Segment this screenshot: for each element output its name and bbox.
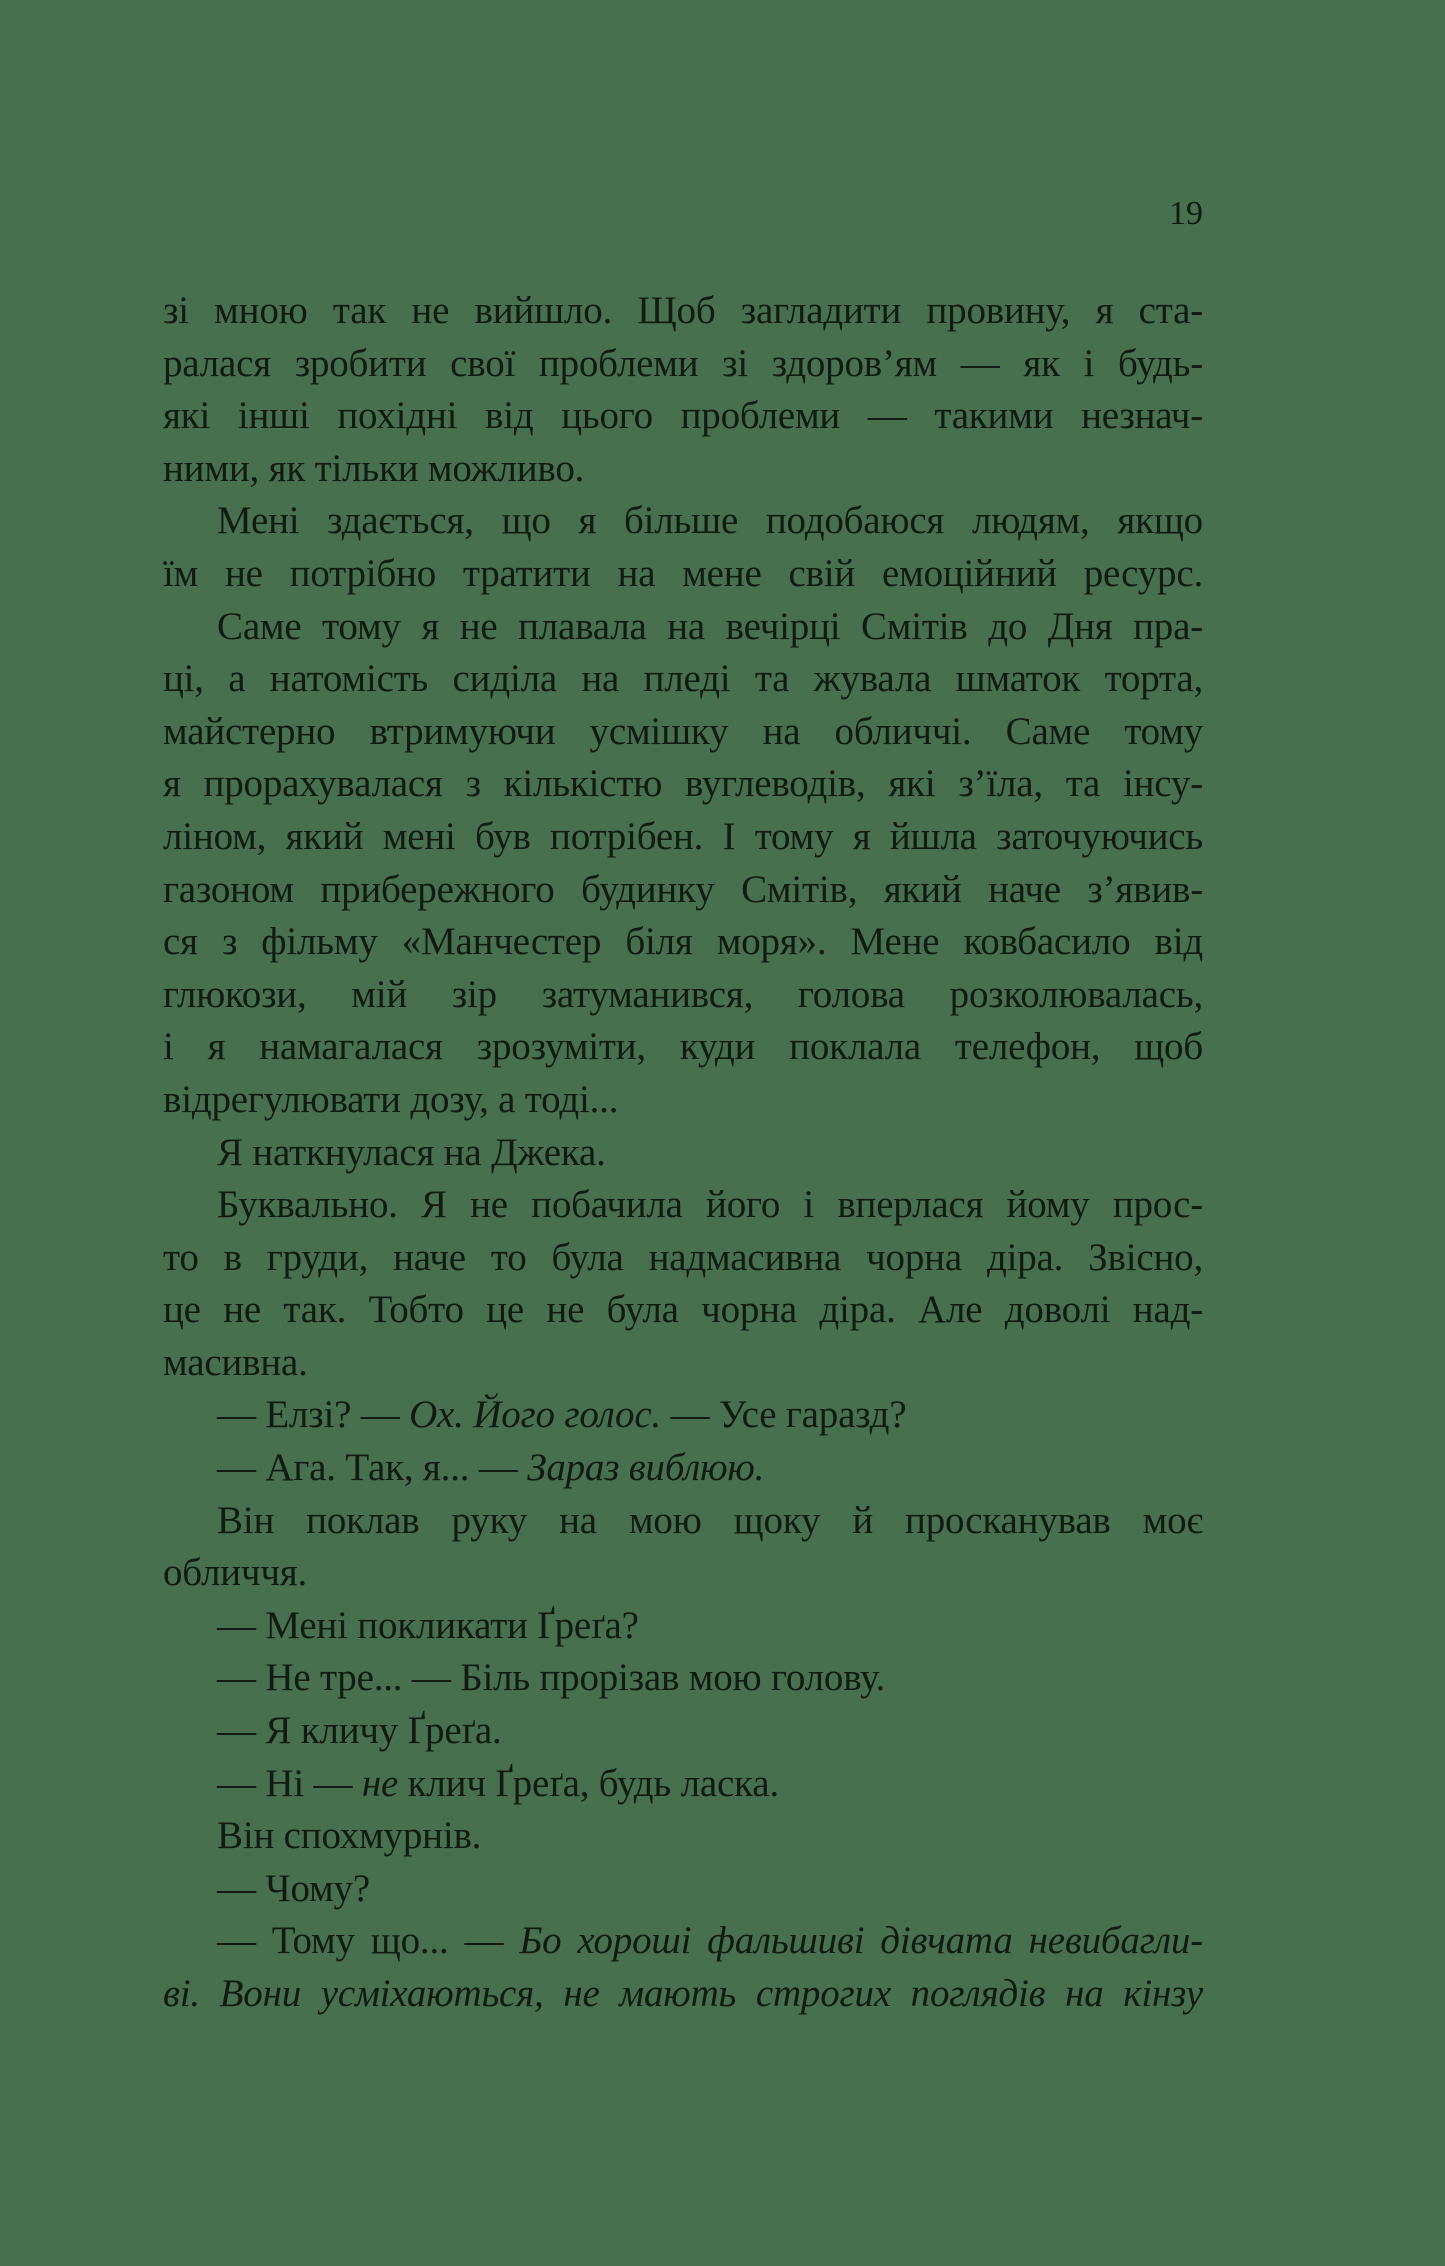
text-line bbox=[163, 916, 1203, 969]
italic-run: Ох. Його голос. bbox=[409, 1393, 661, 1437]
text-run: — Ага. Так, я... — bbox=[217, 1446, 528, 1490]
text-line bbox=[163, 1232, 1203, 1285]
text-run: ними, як тільки можливо. bbox=[163, 446, 585, 490]
text-run: Він поклав руку на мою щоку й просканував моє bbox=[217, 1498, 1203, 1542]
text-run: ліном, який мені був потрібен. І тому я йшла заточуючись bbox=[163, 814, 1203, 858]
text-line bbox=[163, 653, 1203, 706]
text-run: ці, а натомість сиділа на пледі та жувала шматок торта, bbox=[163, 657, 1203, 701]
italic-run: Зараз виблюю. bbox=[527, 1446, 765, 1490]
text-line bbox=[163, 1810, 1203, 1863]
text-line bbox=[163, 1547, 1203, 1600]
text-run: Саме тому я не плавала на вечірці Смітів до Дня пра- bbox=[217, 604, 1203, 648]
text-run: майстерно втримуючи усмішку на обличчі. Саме тому bbox=[163, 709, 1203, 753]
text-line bbox=[163, 338, 1203, 391]
italic-run: Бо хороші фальшиві дівчата невибагли- bbox=[519, 1919, 1204, 1963]
text-line bbox=[163, 285, 1203, 338]
text-line bbox=[163, 1968, 1203, 2021]
text-line bbox=[163, 758, 1203, 811]
text-run: газоном прибережного будинку Смітів, який наче з’явив- bbox=[163, 867, 1203, 911]
text-run: — Елзі? — bbox=[217, 1393, 410, 1437]
page-text bbox=[163, 285, 1203, 2021]
text-run: — Ні — bbox=[217, 1761, 362, 1805]
text-run: Мені здається, що я більше подобаюся людям, якщо bbox=[217, 499, 1203, 543]
text-run: — Я кличу Ґреґа. bbox=[217, 1709, 502, 1753]
text-line bbox=[163, 1442, 1203, 1495]
text-run: — Чому? bbox=[217, 1866, 370, 1910]
text-run: які інші похідні від цього проблеми — такими незнач- bbox=[163, 394, 1203, 438]
text-line bbox=[163, 495, 1203, 548]
text-run: Я наткнулася на Джека. bbox=[217, 1130, 606, 1174]
italic-run: не bbox=[361, 1761, 399, 1805]
text-run: — Мені покликати Ґреґа? bbox=[217, 1603, 639, 1647]
text-run: клич Ґреґа, будь ласка. bbox=[398, 1761, 779, 1805]
text-run: Він спохмурнів. bbox=[217, 1814, 482, 1858]
text-run: то в груди, наче то була надмасивна чорна діра. Звісно, bbox=[163, 1235, 1203, 1279]
text-run: ся з фільму «Манчестер біля моря». Мене ковбасило від bbox=[163, 920, 1203, 964]
text-line bbox=[163, 1863, 1203, 1916]
text-run: глюкози, мій зір затуманився, голова розколювалась, bbox=[163, 972, 1203, 1016]
text-line bbox=[163, 969, 1203, 1022]
text-line bbox=[163, 601, 1203, 654]
text-line bbox=[163, 811, 1203, 864]
text-run: — Тому що... — bbox=[217, 1919, 520, 1963]
text-line bbox=[163, 1389, 1203, 1442]
text-line bbox=[163, 1021, 1203, 1074]
text-line bbox=[163, 706, 1203, 759]
text-line bbox=[163, 443, 1203, 496]
text-line bbox=[163, 1495, 1203, 1548]
text-line bbox=[163, 548, 1203, 601]
text-run: я прорахувалася з кількістю вуглеводів, які з’їла, та інсу- bbox=[163, 762, 1203, 806]
text-line bbox=[163, 1652, 1203, 1705]
text-run: — Не тре... — Біль прорізав мою голову. bbox=[217, 1656, 886, 1700]
text-line bbox=[163, 1705, 1203, 1758]
text-line bbox=[163, 1915, 1203, 1968]
italic-run: ві. Вони усміхаються, не мають строгих поглядів на кінзу bbox=[163, 1972, 1203, 2015]
text-line bbox=[163, 864, 1203, 917]
text-run: ралася зробити свої проблеми зі здоров’ям — як і будь- bbox=[163, 341, 1203, 385]
text-line bbox=[163, 1127, 1203, 1180]
text-line bbox=[163, 1179, 1203, 1232]
text-run: їм не потрібно тратити на мене свій емоційний ресурс. bbox=[163, 551, 1203, 595]
text-run: відрегулювати дозу, а тоді... bbox=[163, 1077, 619, 1121]
text-line bbox=[163, 1600, 1203, 1653]
text-line bbox=[163, 1758, 1203, 1811]
text-run: — Усе гаразд? bbox=[660, 1393, 907, 1437]
text-run: це не так. Тобто це не була чорна діра. Але доволі над- bbox=[163, 1288, 1203, 1332]
text-run: і я намагалася зрозуміти, куди поклала телефон, щоб bbox=[163, 1025, 1203, 1069]
text-line bbox=[163, 1284, 1203, 1337]
text-run: обличчя. bbox=[163, 1551, 308, 1595]
text-run: зі мною так не вийшло. Щоб загладити провину, я ста- bbox=[163, 289, 1203, 332]
text-line bbox=[163, 1074, 1203, 1127]
page-number: 19 bbox=[1169, 195, 1203, 232]
text-run: Буквально. Я не побачила його і вперлася йому прос- bbox=[217, 1183, 1203, 1227]
text-line bbox=[163, 390, 1203, 443]
text-line bbox=[163, 1337, 1203, 1390]
text-run: масивна. bbox=[163, 1340, 308, 1384]
